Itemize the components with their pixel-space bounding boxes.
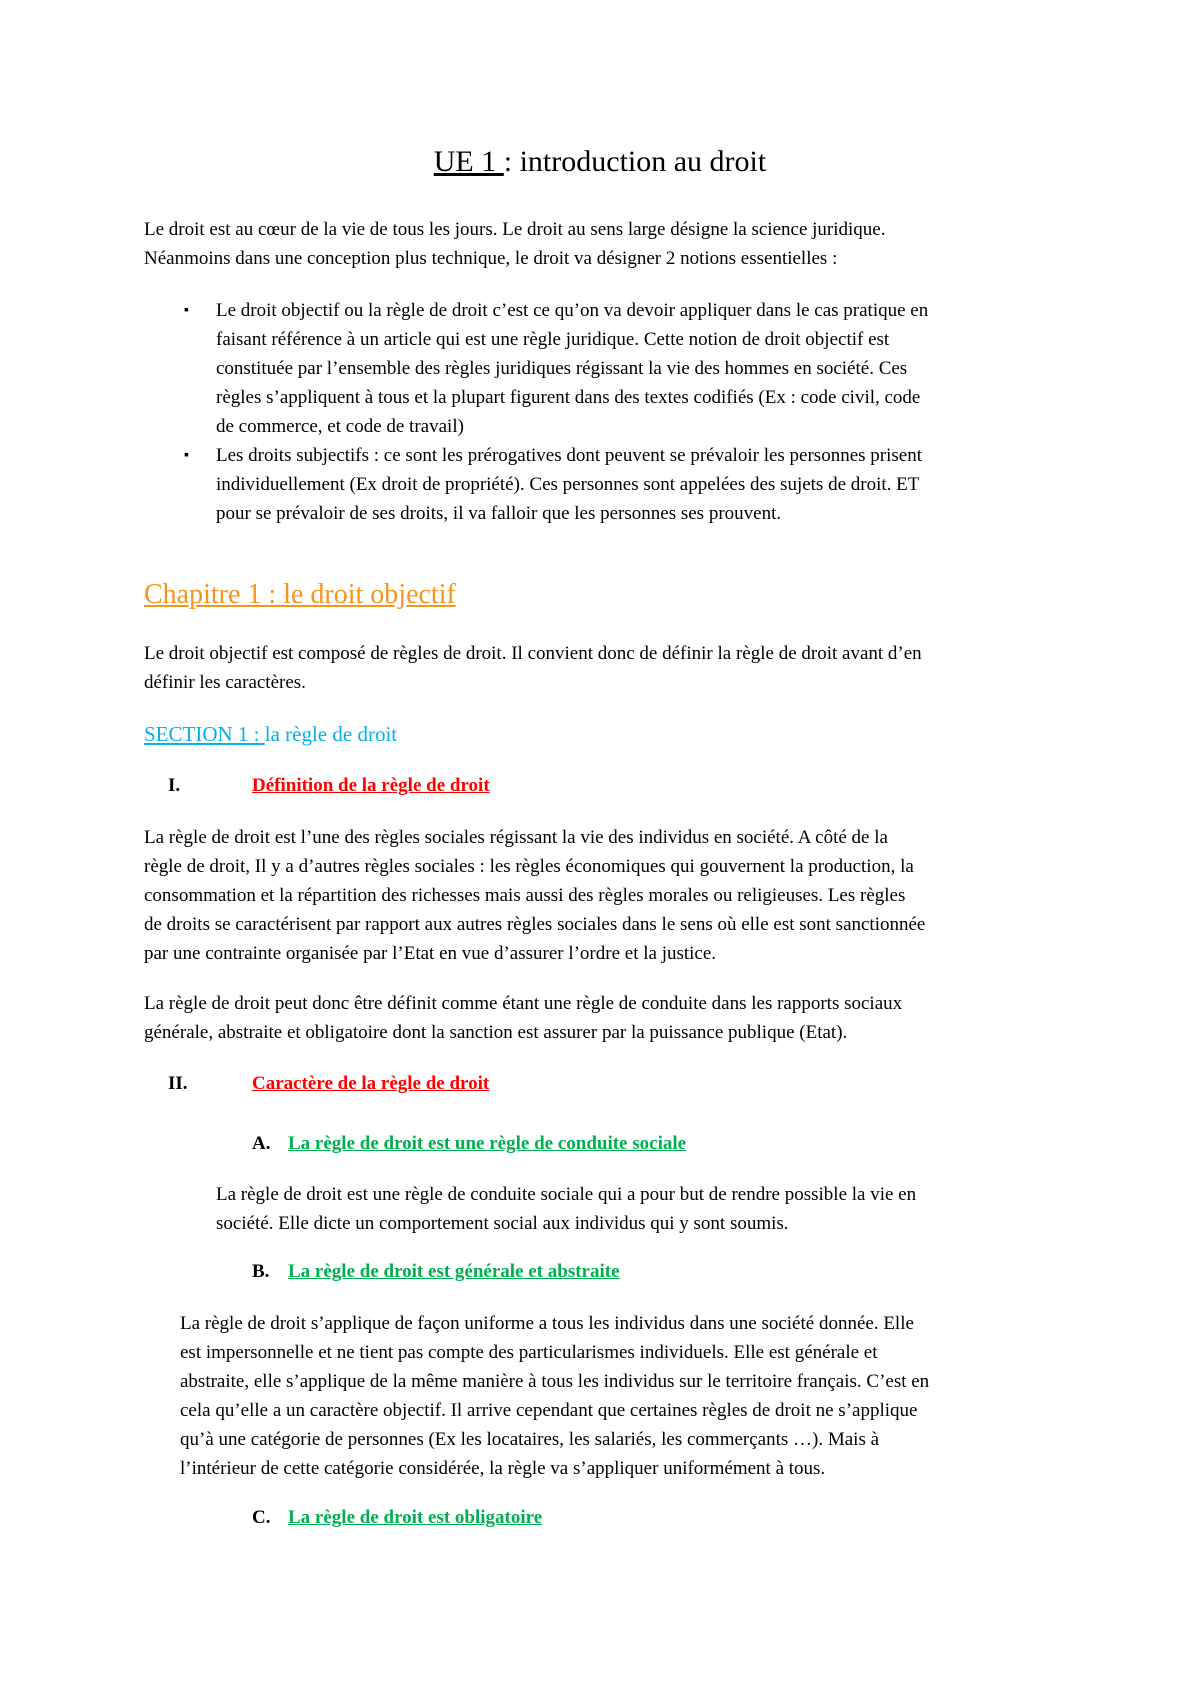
intro-line-1: Le droit est au cœur de la vie de tous les jours. Le droit au sens large désigne la science juridique. <box>144 219 886 240</box>
bullet-1-line-3: constituée par l’ensemble des règles juridiques régissant la vie des hommes en société. Ces <box>216 358 908 379</box>
intro-line-2: Néanmoins dans une conception plus technique, le droit va désigner 2 notions essentielles : <box>144 248 838 269</box>
document-title <box>0 144 1200 180</box>
bullet-marker-2: ▪ <box>184 448 189 463</box>
sub-b-line-3: abstraite, elle s’applique de la même manière à tous les individus sur le territoire français. C’est en <box>180 1371 930 1392</box>
sub-b-line-1: La règle de droit s’applique de façon uniforme a tous les individus dans une société donnée. Elle <box>180 1313 914 1334</box>
section-heading <box>144 720 397 748</box>
sub-b-line-5: qu’à une catégorie de personnes (Ex les locataires, les salariés, les commerçants …). Mais à <box>180 1429 880 1450</box>
section-rest: la règle de droit <box>264 722 398 746</box>
bullet-2-line-2: individuellement (Ex droit de propriété). Ces personnes sont appelées des sujets de droit. ET <box>216 474 920 495</box>
bullet-2-line-1: Les droits subjectifs : ce sont les prérogatives dont peuvent se prévaloir les personnes prisent <box>216 445 922 466</box>
sub-a-letter: A. <box>252 1133 271 1154</box>
part-1-p1-line-5: par une contrainte organisée par l’Etat en vue d’assurer l’ordre et la justice. <box>144 943 717 964</box>
sub-b-line-2: est impersonnelle et ne tient pas compte des particularismes individuels. Elle est générale et <box>180 1342 878 1363</box>
bullet-2-line-3: pour se prévaloir de ses droits, il va falloir que les personnes ses prouvent. <box>216 503 782 524</box>
part-2-number: II. <box>168 1073 188 1094</box>
part-1-p1-line-1: La règle de droit est l’une des règles sociales régissant la vie des individus en société. A côté de la <box>144 827 888 848</box>
title-rest: : introduction au droit <box>503 145 767 178</box>
bullet-1-line-1: Le droit objectif ou la règle de droit c’est ce qu’on va devoir appliquer dans le cas pratique en <box>216 300 929 321</box>
part-2-heading: Caractère de la règle de droit <box>252 1073 490 1094</box>
title-underlined: UE 1 <box>433 145 504 178</box>
part-1-p2-line-2: générale, abstraite et obligatoire dont la sanction est assurer par la puissance publique (Etat). <box>144 1022 848 1043</box>
bullet-1-line-2: faisant référence à un article qui est une règle juridique. Cette notion de droit objectif est <box>216 329 890 350</box>
section-underlined: SECTION 1 : <box>144 722 265 746</box>
part-1-p1-line-2: règle de droit, Il y a d’autres règles sociales : les règles économiques qui gouvernent la production, la <box>144 856 914 877</box>
chapter-intro-line-1: Le droit objectif est composé de règles de droit. Il convient donc de définir la règle de droit avant d’en <box>144 643 922 664</box>
bullet-1-line-4: règles s’appliquent à tous et la plupart figurent dans des textes codifiés (Ex : code civil, code <box>216 387 921 408</box>
bullet-1-line-5: de commerce, et code de travail) <box>216 416 464 437</box>
part-1-heading: Définition de la règle de droit <box>252 775 490 796</box>
chapter-heading: Chapitre 1 : le droit objectif <box>144 579 456 610</box>
sub-a-line-1: La règle de droit est une règle de conduite sociale qui a pour but de rendre possible la vie en <box>216 1184 917 1205</box>
part-1-number: I. <box>168 775 181 796</box>
sub-a-heading: La règle de droit est une règle de conduite sociale <box>288 1133 687 1154</box>
part-1-p1-line-3: consommation et la répartition des richesses mais aussi des règles morales ou religieuses. Les règles <box>144 885 906 906</box>
part-1-p2-line-1: La règle de droit peut donc être définit comme étant une règle de conduite dans les rapports sociaux <box>144 993 903 1014</box>
sub-b-heading: La règle de droit est générale et abstraite <box>288 1261 620 1282</box>
part-1-p1-line-4: de droits se caractérisent par rapport aux autres règles sociales dans le sens où elle est sont sanctionnée <box>144 914 926 935</box>
sub-c-heading: La règle de droit est obligatoire <box>288 1507 543 1528</box>
sub-b-letter: B. <box>252 1261 270 1282</box>
sub-c-letter: C. <box>252 1507 271 1528</box>
chapter-intro-line-2: définir les caractères. <box>144 672 306 693</box>
sub-a-line-2: société. Elle dicte un comportement social aux individus qui y sont soumis. <box>216 1213 789 1234</box>
sub-b-line-4: cela qu’elle a un caractère objectif. Il arrive cependant que certaines règles de droit ne s’applique <box>180 1400 918 1421</box>
bullet-marker-1: ▪ <box>184 303 189 318</box>
sub-b-line-6: l’intérieur de cette catégorie considérée, la règle va s’appliquer uniformément à tous. <box>180 1458 826 1479</box>
